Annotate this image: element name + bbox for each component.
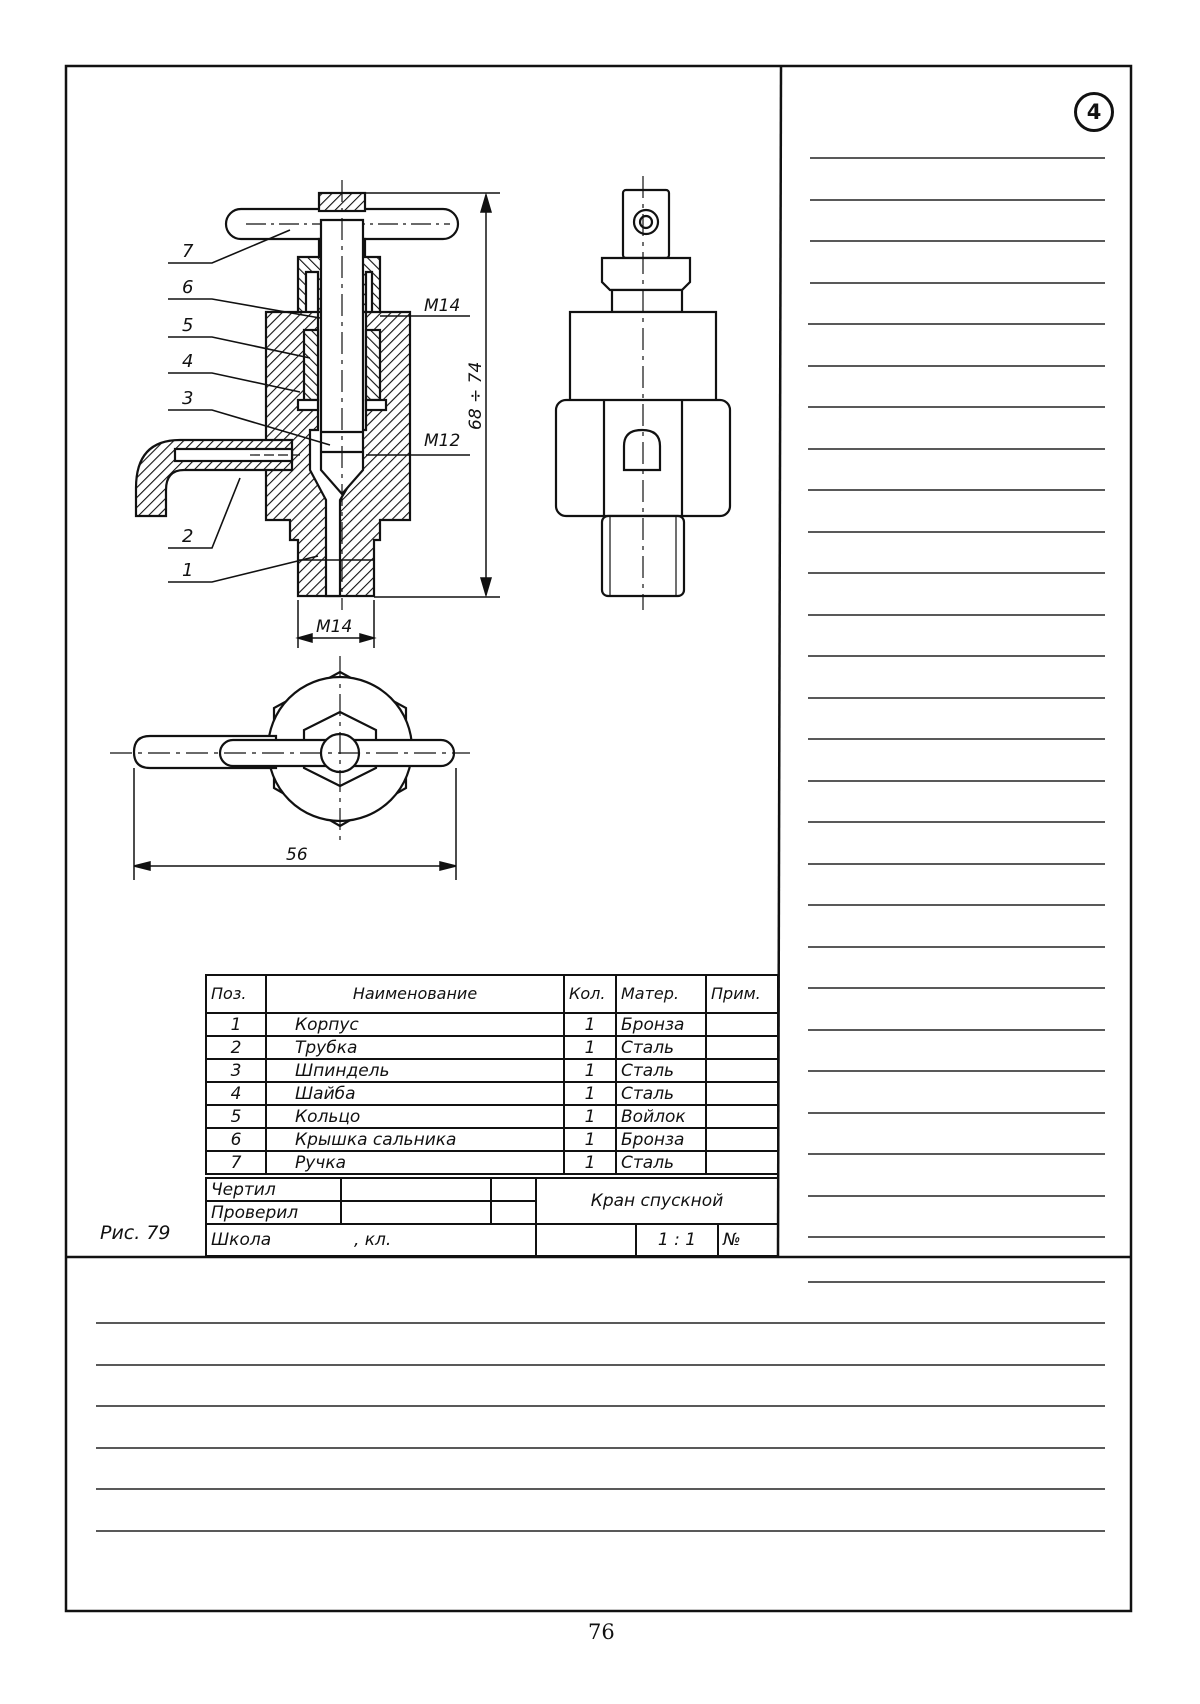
- row-material: Войлок: [616, 1105, 706, 1128]
- school-cell: [206, 1224, 536, 1256]
- row-pos: 7: [206, 1151, 266, 1174]
- row-pos: 1: [206, 1013, 266, 1036]
- callout-2: 2: [182, 526, 194, 547]
- header-pos: Поз.: [206, 975, 266, 1013]
- row-qty: 1: [564, 1151, 616, 1174]
- plan-view: [110, 656, 470, 842]
- row-qty: 1: [564, 1105, 616, 1128]
- scale-value: 1 : 1: [636, 1224, 718, 1256]
- blank-cell: [536, 1224, 636, 1256]
- row-pos: 2: [206, 1036, 266, 1059]
- row-qty: 1: [564, 1128, 616, 1151]
- drew-label: Чертил: [206, 1178, 341, 1201]
- checked-value: [341, 1201, 491, 1224]
- header-name: Наименование: [266, 975, 564, 1013]
- callout-5: 5: [182, 315, 194, 336]
- thread-label-bottom: M14: [316, 617, 353, 637]
- row-qty: 1: [564, 1013, 616, 1036]
- callout-3: 3: [182, 388, 194, 409]
- row-name: Шпиндель: [266, 1059, 564, 1082]
- height-dimension-label: 68 ÷ 74: [466, 361, 486, 430]
- callout-6: 6: [182, 277, 194, 298]
- table-row: [206, 1059, 778, 1082]
- row-qty: 1: [564, 1059, 616, 1082]
- row-note: [706, 1082, 778, 1105]
- row-name: Ручка: [266, 1151, 564, 1174]
- checked-label: Проверил: [206, 1201, 341, 1224]
- row-qty: 1: [564, 1082, 616, 1105]
- thread-label-mid: M12: [424, 431, 461, 451]
- plan-width-label: 56: [286, 845, 308, 865]
- figure-caption: Рис. 79: [100, 1222, 171, 1244]
- row-name: Кольцо: [266, 1105, 564, 1128]
- row-name: Корпус: [266, 1013, 564, 1036]
- thread-label-top: M14: [424, 296, 461, 316]
- row-note: [706, 1013, 778, 1036]
- row-pos: 4: [206, 1082, 266, 1105]
- row-note: [706, 1151, 778, 1174]
- row-material: Сталь: [616, 1151, 706, 1174]
- spec-header-row: [206, 975, 778, 1013]
- specification-table: [205, 974, 779, 1175]
- page-number: 76: [588, 1620, 615, 1644]
- table-row: [206, 1013, 778, 1036]
- table-row: [206, 1082, 778, 1105]
- row-material: Бронза: [616, 1128, 706, 1151]
- school-label: Школа: [211, 1230, 272, 1250]
- table-row: [206, 1151, 778, 1174]
- row-name: Крышка сальника: [266, 1128, 564, 1151]
- row-name: Шайба: [266, 1082, 564, 1105]
- callout-4: 4: [182, 351, 194, 372]
- callout-1: 1: [182, 560, 194, 581]
- row-note: [706, 1128, 778, 1151]
- grade-label: , кл.: [353, 1230, 392, 1250]
- header-note: Прим.: [706, 975, 778, 1013]
- writing-lines-right: [808, 158, 1105, 1282]
- row-pos: 5: [206, 1105, 266, 1128]
- drew-date: [491, 1178, 536, 1201]
- table-row: [206, 1105, 778, 1128]
- header-material: Матер.: [616, 975, 706, 1013]
- row-material: Сталь: [616, 1082, 706, 1105]
- drawing-title: Кран спускной: [536, 1178, 778, 1224]
- page-frame: [66, 66, 1131, 1611]
- row-note: [706, 1105, 778, 1128]
- callout-numbers: [182, 241, 194, 581]
- side-view: [556, 176, 730, 610]
- row-pos: 3: [206, 1059, 266, 1082]
- title-block: [205, 1177, 777, 1257]
- number-sign: №: [718, 1224, 778, 1256]
- drew-value: [341, 1178, 491, 1201]
- row-material: Сталь: [616, 1036, 706, 1059]
- row-material: Бронза: [616, 1013, 706, 1036]
- row-note: [706, 1059, 778, 1082]
- row-note: [706, 1036, 778, 1059]
- variant-badge: 4: [1074, 92, 1114, 132]
- table-row: [206, 1128, 778, 1151]
- row-pos: 6: [206, 1128, 266, 1151]
- callout-7: 7: [182, 241, 194, 262]
- checked-date: [491, 1201, 536, 1224]
- row-name: Трубка: [266, 1036, 564, 1059]
- writing-lines-bottom: [96, 1323, 1105, 1531]
- header-qty: Кол.: [564, 975, 616, 1013]
- row-qty: 1: [564, 1036, 616, 1059]
- row-material: Сталь: [616, 1059, 706, 1082]
- table-row: [206, 1036, 778, 1059]
